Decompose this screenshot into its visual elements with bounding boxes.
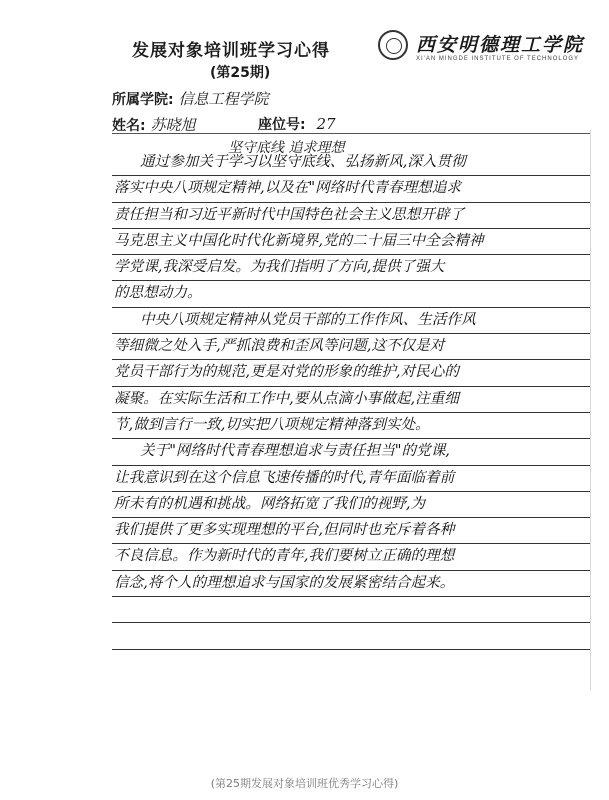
essay-line: 落实中央八项规定精神,以及在"网络时代青春理想追求 (112, 176, 590, 202)
college-field (112, 88, 269, 109)
essay-line (112, 597, 590, 623)
essay-line: 信念,将个人的理想追求与国家的发展紧密结合起来。 (112, 571, 590, 597)
essay-line: 中央八项规定精神从党员干部的工作作风、生活作风 (112, 308, 590, 334)
seal-icon (378, 30, 408, 60)
essay-line: 马克思主义中国化时代化新境界,党的二十届三中全会精神 (112, 229, 590, 255)
essay-line: 等细微之处入手,严抓浪费和歪风等问题,这不仅是对 (112, 334, 590, 360)
page-title: 发展对象培训班学习心得 (132, 41, 330, 61)
essay-line: 通过参加关于学习以坚守底线、弘扬新风,深入贯彻 (112, 150, 590, 176)
essay-line: 所未有的机遇和挑战。网络拓宽了我们的视野,为 (112, 492, 590, 518)
seat-label: 座位号: (258, 117, 306, 133)
essay-line: 的思想动力。 (112, 281, 590, 307)
margin-line (590, 130, 591, 690)
essay-line: 党员干部行为的规范,更是对党的形象的维护,对民心的 (112, 360, 590, 386)
institute-logo (378, 30, 588, 66)
essay-body (112, 150, 590, 650)
essay-line (112, 623, 590, 649)
essay-line: 节,做到言行一致,切实把八项规定精神落到实处。 (112, 413, 590, 439)
seat-value: 27 (316, 115, 336, 133)
essay-title: 坚守底线 追求理想 (228, 140, 345, 156)
essay-line: 关于"网络时代青春理想追求与责任担当"的党课, (112, 439, 590, 465)
essay-line: 学党课,我深受启发。为我们指明了方向,提供了强大 (112, 255, 590, 281)
seat-field (258, 114, 336, 134)
name-field (112, 114, 196, 135)
college-value: 信息工程学院 (178, 90, 269, 108)
period-label: (第25期) (210, 65, 271, 81)
college-label: 所属学院: (112, 92, 174, 108)
essay-line: 我们提供了更多实现理想的平台,但同时也充斥着各种 (112, 518, 590, 544)
essay-line: 不良信息。作为新时代的青年,我们要树立正确的理想 (112, 544, 590, 570)
footer-caption: (第25期发展对象培训班优秀学习心得) (210, 777, 399, 790)
essay-line: 让我意识到在这个信息飞速传播的时代,青年面临着前 (112, 466, 590, 492)
essay-line: 凝聚。在实际生活和工作中,要从点滴小事做起,注重细 (112, 387, 590, 413)
name-value: 苏晓旭 (150, 116, 196, 134)
essay-line: 责任担当和习近平新时代中国特色社会主义思想开辟了 (112, 203, 590, 229)
header-rule (112, 133, 590, 134)
logo-english-name: XI'AN MINGDE INSTITUTE OF TECHNOLOGY (416, 56, 580, 62)
logo-chinese-name: 西安明德理工学院 (416, 34, 585, 56)
name-label: 姓名: (112, 118, 146, 134)
